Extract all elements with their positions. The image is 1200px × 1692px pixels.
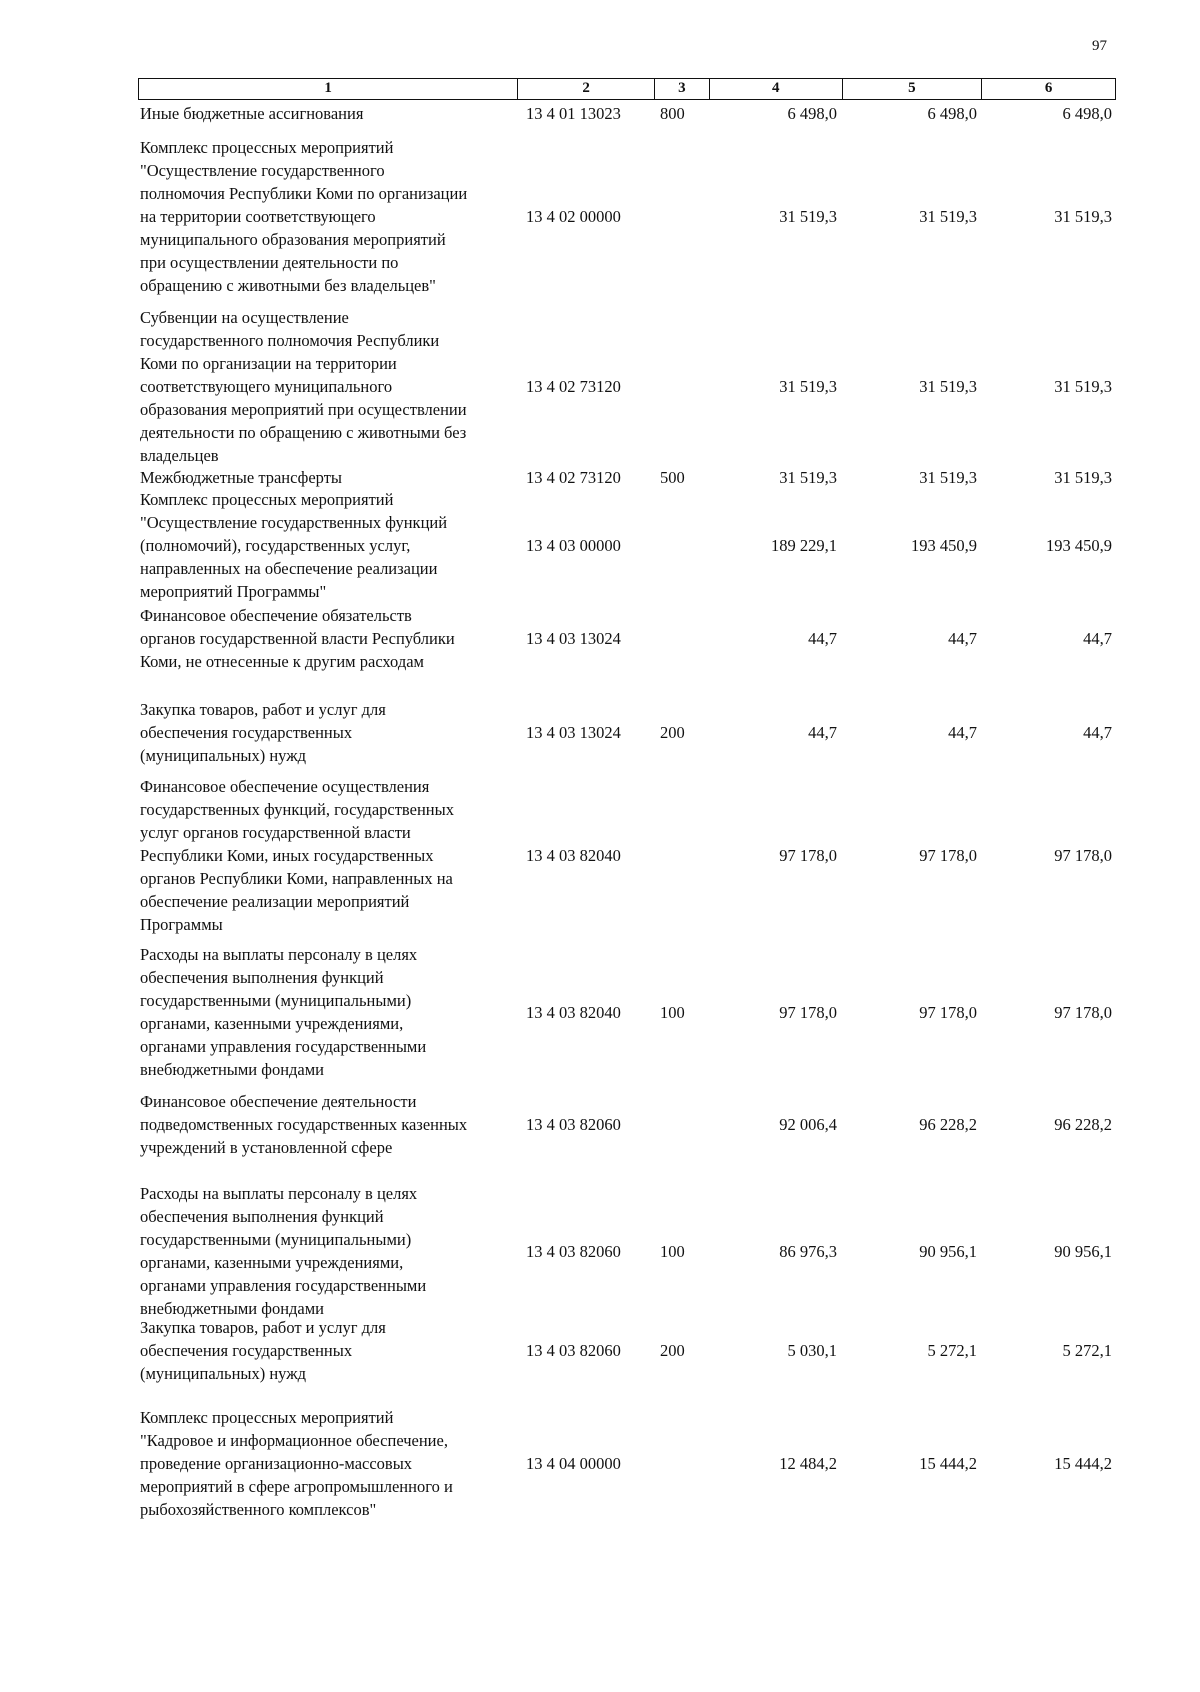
row-name-line: "Кадровое и информационное обеспечение, <box>140 1431 448 1450</box>
row-value-4: 92 006,4 <box>779 1115 837 1134</box>
row-code: 13 4 03 82060 <box>526 1115 621 1134</box>
row-name-line: обеспечение реализации мероприятий <box>140 892 410 911</box>
table-row <box>138 488 1116 603</box>
header-col-1: 1 <box>139 79 518 99</box>
row-code: 13 4 03 13024 <box>526 629 621 648</box>
row-name-line: (полномочий), государственных услуг, <box>140 536 411 555</box>
row-type: 500 <box>660 468 685 487</box>
row-value-4: 189 229,1 <box>771 536 837 555</box>
row-value-6: 44,7 <box>1083 723 1112 742</box>
row-value-5: 6 498,0 <box>927 104 977 123</box>
row-value-6: 5 272,1 <box>1062 1341 1112 1360</box>
row-name-line: обеспечения государственных <box>140 723 353 742</box>
row-name-line: подведомственных государственных казенных <box>140 1115 468 1134</box>
row-code: 13 4 04 00000 <box>526 1454 621 1473</box>
row-code: 13 4 03 13024 <box>526 723 621 742</box>
table-row <box>138 466 1116 489</box>
header-col-2: 2 <box>518 79 655 99</box>
row-name-line: внебюджетными фондами <box>140 1060 325 1079</box>
row-code: 13 4 03 82040 <box>526 846 621 865</box>
row-name-line: обеспечения выполнения функций <box>140 968 384 987</box>
table-row <box>138 102 1116 125</box>
row-value-5: 97 178,0 <box>919 846 977 865</box>
row-type: 200 <box>660 1341 685 1360</box>
row-name-line: мероприятий в сфере агропромышленного и <box>140 1477 453 1496</box>
table-row <box>138 604 1116 673</box>
row-name-line: проведение организационно-массовых <box>140 1454 413 1473</box>
row-name-line: полномочия Республики Коми по организации <box>140 184 468 203</box>
row-value-4: 31 519,3 <box>779 207 837 226</box>
row-code: 13 4 02 73120 <box>526 377 621 396</box>
row-value-6: 44,7 <box>1083 629 1112 648</box>
row-name-line: (муниципальных) нужд <box>140 1364 307 1383</box>
row-value-4: 97 178,0 <box>779 846 837 865</box>
row-value-4: 31 519,3 <box>779 468 837 487</box>
row-name-line: соответствующего муниципального <box>140 377 393 396</box>
row-name-line: Субвенции на осуществление <box>140 308 349 327</box>
row-name-line: Межбюджетные трансферты <box>140 468 343 487</box>
row-name-line: Финансовое обеспечение обязательств <box>140 606 412 625</box>
row-value-4: 97 178,0 <box>779 1002 837 1022</box>
row-name <box>138 604 518 673</box>
row-value-5: 97 178,0 <box>919 1002 977 1022</box>
row-value-4: 86 976,3 <box>779 1241 837 1261</box>
row-name-line: Финансовое обеспечение деятельности <box>140 1092 417 1111</box>
row-code: 13 4 02 00000 <box>526 207 621 226</box>
table-row <box>138 1406 1116 1521</box>
row-name-line: органами, казенными учреждениями, <box>140 1253 404 1272</box>
row-name-line: деятельности по обращению с животными без <box>140 423 467 442</box>
row-code: 13 4 03 82060 <box>526 1241 621 1261</box>
row-name-line: "Осуществление государственных функций <box>140 513 448 532</box>
row-type: 100 <box>660 1002 685 1022</box>
row-name-line: Комплекс процессных мероприятий <box>140 138 394 157</box>
row-name-line: рыбохозяйственного комплексов" <box>140 1500 377 1519</box>
row-value-5: 31 519,3 <box>919 468 977 487</box>
row-type: 800 <box>660 104 685 123</box>
row-name-line: владельцев <box>140 446 219 465</box>
row-name-line: направленных на обеспечение реализации <box>140 559 438 578</box>
row-name-line: Закупка товаров, работ и услуг для <box>140 700 386 719</box>
row-name-line: на территории соответствующего <box>140 207 376 226</box>
header-col-3: 3 <box>655 79 710 99</box>
row-name-line: образования мероприятий при осуществлении <box>140 400 467 419</box>
row-name-line: Республики Коми, иных государственных <box>140 846 434 865</box>
row-name-line: Коми, не отнесенные к другим расходам <box>140 652 424 671</box>
row-name-line: органами, казенными учреждениями, <box>140 1014 404 1033</box>
row-value-5: 15 444,2 <box>919 1454 977 1473</box>
row-name-line: Финансовое обеспечение осуществления <box>140 777 430 796</box>
table-row <box>138 1090 1116 1159</box>
row-name <box>138 136 518 297</box>
header-col-5: 5 <box>843 79 983 99</box>
header-col-6: 6 <box>1044 80 1053 96</box>
row-value-6: 90 956,1 <box>1054 1241 1112 1261</box>
row-value-4: 44,7 <box>808 723 837 742</box>
row-name-line: (муниципальных) нужд <box>140 746 307 765</box>
row-value-6: 15 444,2 <box>1054 1454 1112 1473</box>
row-type: 200 <box>660 723 685 742</box>
row-name-line: Программы <box>140 915 223 934</box>
row-value-6: 193 450,9 <box>1046 536 1112 555</box>
row-name <box>138 1182 518 1320</box>
row-type: 100 <box>660 1241 685 1261</box>
row-name-line: Расходы на выплаты персоналу в целях <box>140 945 418 964</box>
row-name-line: государственными (муниципальными) <box>140 1230 412 1249</box>
row-value-4: 44,7 <box>808 629 837 648</box>
row-name-line: муниципального образования мероприятий <box>140 230 446 249</box>
row-name <box>138 775 518 936</box>
row-value-6: 31 519,3 <box>1054 207 1112 226</box>
row-name <box>138 466 518 489</box>
row-name-line: Закупка товаров, работ и услуг для <box>140 1318 386 1337</box>
row-name <box>138 306 518 467</box>
row-name-line: учреждений в установленной сфере <box>140 1138 393 1157</box>
table-row <box>138 136 1116 297</box>
table-header <box>138 78 1116 100</box>
row-value-6: 97 178,0 <box>1054 1002 1112 1022</box>
table-row <box>138 775 1116 936</box>
row-name-line: органов государственной власти Республики <box>140 629 455 648</box>
row-name-line: внебюджетными фондами <box>140 1299 325 1318</box>
row-name <box>138 698 518 767</box>
header-col-4: 4 <box>710 79 843 99</box>
row-name-line: государственных функций, государственных <box>140 800 454 819</box>
table-row <box>138 1182 1116 1320</box>
row-value-5: 96 228,2 <box>919 1115 977 1134</box>
row-value-5: 193 450,9 <box>911 536 977 555</box>
row-value-6: 6 498,0 <box>1062 104 1112 123</box>
row-name-line: обращению с животными без владельцев" <box>140 276 436 295</box>
row-code: 13 4 02 73120 <box>526 468 621 487</box>
row-code: 13 4 01 13023 <box>526 104 621 123</box>
table-row <box>138 698 1116 767</box>
row-name-line: Комплекс процессных мероприятий <box>140 1408 394 1427</box>
row-value-5: 44,7 <box>948 629 977 648</box>
row-name-line: органами управления государственными <box>140 1276 427 1295</box>
row-name-line: Комплекс процессных мероприятий <box>140 490 394 509</box>
row-value-6: 96 228,2 <box>1054 1115 1112 1134</box>
row-code: 13 4 03 82040 <box>526 1002 621 1022</box>
row-name <box>138 102 518 125</box>
row-code: 13 4 03 00000 <box>526 536 621 555</box>
row-value-5: 31 519,3 <box>919 207 977 226</box>
row-value-5: 44,7 <box>948 723 977 742</box>
table-row <box>138 943 1116 1081</box>
row-value-5: 5 272,1 <box>927 1341 977 1360</box>
row-name <box>138 488 518 603</box>
row-name-line: "Осуществление государственного <box>140 161 385 180</box>
row-value-6: 31 519,3 <box>1054 377 1112 396</box>
table-row <box>138 1316 1116 1385</box>
row-name <box>138 1316 518 1385</box>
row-code: 13 4 03 82060 <box>526 1341 621 1360</box>
row-name-line: органами управления государственными <box>140 1037 427 1056</box>
row-name-line: обеспечения выполнения функций <box>140 1207 384 1226</box>
row-name-line: при осуществлении деятельности по <box>140 253 399 272</box>
row-value-4: 12 484,2 <box>779 1454 837 1473</box>
page-number: 97 <box>1092 38 1107 54</box>
table-row <box>138 306 1116 467</box>
row-name <box>138 943 518 1081</box>
row-value-5: 31 519,3 <box>919 377 977 396</box>
row-name-line: Коми по организации на территории <box>140 354 397 373</box>
row-value-4: 6 498,0 <box>787 104 837 123</box>
row-value-4: 5 030,1 <box>787 1341 837 1360</box>
row-name <box>138 1090 518 1159</box>
row-name-line: Расходы на выплаты персоналу в целях <box>140 1184 418 1203</box>
row-name <box>138 1406 518 1521</box>
row-name-line: государственного полномочия Республики <box>140 331 440 350</box>
row-value-6: 97 178,0 <box>1054 846 1112 865</box>
row-name-line: обеспечения государственных <box>140 1341 353 1360</box>
row-name-line: Иные бюджетные ассигнования <box>140 104 364 123</box>
row-value-4: 31 519,3 <box>779 377 837 396</box>
row-name-line: органов Республики Коми, направленных на <box>140 869 453 888</box>
row-value-5: 90 956,1 <box>919 1241 977 1261</box>
row-name-line: мероприятий Программы" <box>140 582 327 601</box>
row-name-line: услуг органов государственной власти <box>140 823 411 842</box>
row-name-line: государственными (муниципальными) <box>140 991 412 1010</box>
row-value-6: 31 519,3 <box>1054 468 1112 487</box>
